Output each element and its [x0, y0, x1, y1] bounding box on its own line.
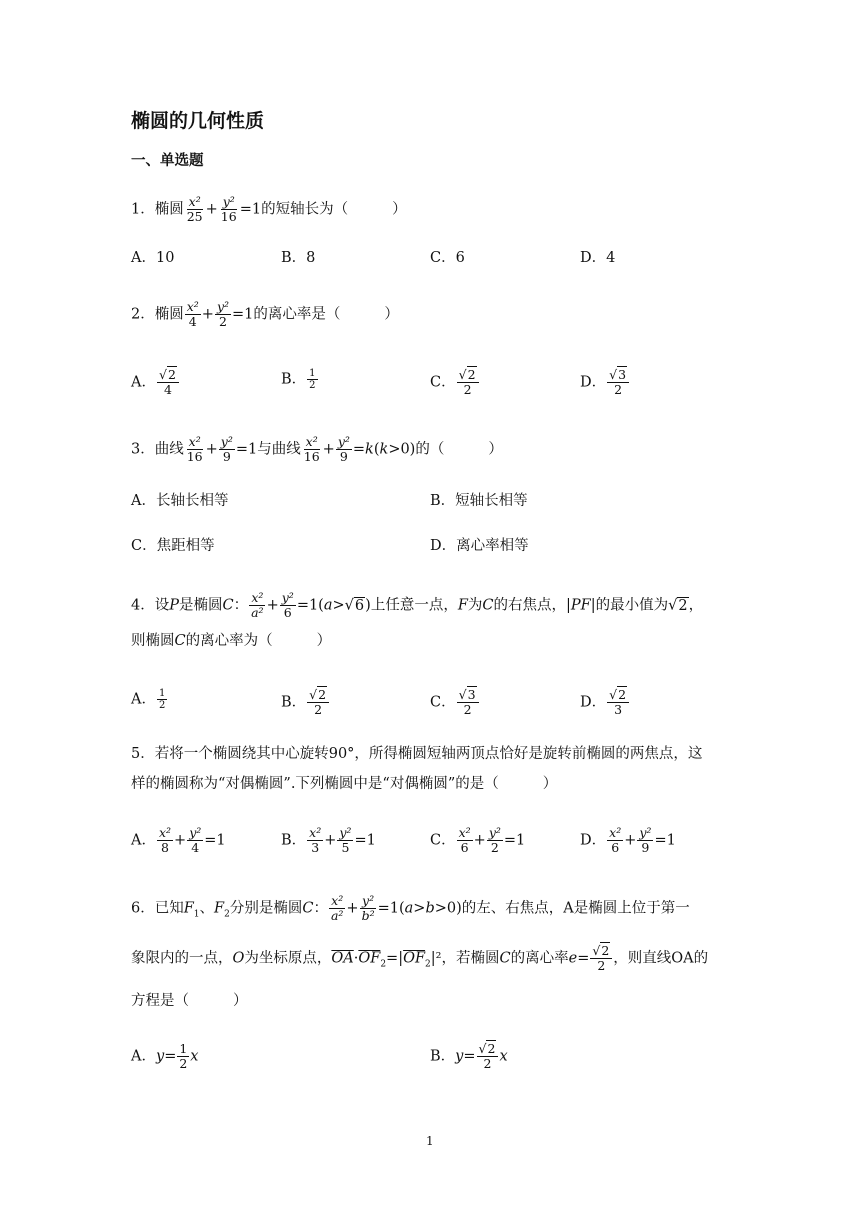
option-c: C．焦距相等: [131, 538, 215, 554]
question-6-line-3: [131, 991, 248, 1011]
question-5-line-2: [131, 774, 557, 794]
option-label: A．: [131, 691, 156, 708]
question-text: 与曲线: [257, 441, 301, 458]
question-text: 的左、右焦点，: [461, 900, 564, 917]
option-label: B．: [281, 371, 307, 388]
option-label: A．: [131, 832, 156, 849]
option-b: B．短轴长相等: [430, 493, 528, 509]
question-number: 5．: [131, 746, 155, 762]
option-label: D．: [580, 832, 607, 849]
option-label: C．: [430, 832, 456, 849]
option-label: B．: [281, 694, 307, 711]
question-number: 3．: [131, 441, 155, 458]
question-1: 1．椭圆 $\frac{\text{x²}}{25}$ + $\frac{\text{y²}}{16}$ =1的短轴长为（ ）: [131, 194, 407, 224]
option-d: D．4: [580, 250, 616, 266]
option-d: D． $\frac{√3}{2}$: [580, 368, 630, 397]
question-2: 2．椭圆 $\frac{\text{x²}}{4}$ + $\frac{\text{y²}}{2}$ =1的离心率是（ ）: [131, 299, 399, 329]
question-text: 的离心率: [510, 950, 569, 967]
option-d: D．离心率相等: [430, 538, 529, 554]
question-text: 样的椭圆称为“对偶椭圆”.下列椭圆中是“对偶椭圆”的是（: [131, 776, 499, 792]
question-text: 的短轴长为（: [261, 201, 349, 218]
question-text: 为坐标原点，: [244, 950, 332, 967]
option-b: B． $\frac{√2}{2}$: [281, 688, 330, 717]
question-6: 6．已知$F_1$、$F_2$分别是椭圆C： $\frac{\text{x²}}{\text{a²}}$ + $\frac{\text{y²}}{\text{b²}}$ =1(a>b>0)的左、右焦点，A是椭圆上位于第一: [131, 893, 690, 923]
question-text: 的离心率为（: [185, 633, 273, 649]
question-text: 的右焦点，: [493, 597, 566, 614]
question-text: 分别是椭圆: [229, 900, 303, 917]
question-text: 设: [154, 597, 170, 614]
question-text: ）: [542, 776, 558, 792]
question-text: 方程是（: [131, 993, 189, 1009]
option-a: A． $\frac{\text{x²}}{8}$ + $\frac{\text{y²}}{4}$ =1: [131, 825, 226, 855]
option-label: C．: [430, 374, 456, 391]
question-5: [131, 744, 702, 764]
question-number: 1．: [131, 201, 155, 218]
question-text: 椭圆: [154, 306, 184, 323]
option-c: C．6: [430, 250, 465, 266]
question-text: ）: [392, 201, 407, 218]
option-label: A．: [131, 374, 156, 391]
question-6-line-2: 象限内的一点，O为坐标原点，$\overline{OA}\cdot\overline{OF}_2=|\overline{OF}_2|^2$，若椭圆C的离心率e= $\frac{√2}{2}$ ，则直线OA的: [131, 943, 709, 973]
option-b: B． $\frac{\text{x²}}{3}$ + $\frac{\text{y²}}{5}$ =1: [281, 825, 376, 855]
option-b: B． $\frac{1}{2}$: [281, 368, 316, 391]
option-d: D． $\frac{\text{x²}}{6}$ + $\frac{\text{y²}}{9}$ =1: [580, 825, 676, 855]
question-number: 4．: [131, 597, 155, 614]
question-text: 是椭圆: [179, 597, 223, 614]
question-text: A是椭圆上位于第一: [563, 900, 690, 917]
question-text: ，则直线OA的: [613, 950, 709, 967]
question-text: 椭圆: [154, 201, 184, 218]
question-text: 曲线: [154, 441, 184, 458]
option-c: C． $\frac{√2}{2}$: [430, 368, 480, 397]
option-label: D．: [580, 694, 607, 711]
option-label: A．: [131, 1048, 156, 1065]
question-text: ，若椭圆: [441, 950, 500, 967]
section-heading: 一、单选题: [131, 153, 204, 169]
page-title: 椭圆的几何性质: [131, 110, 265, 132]
option-d: D． $\frac{√2}{3}$: [580, 688, 630, 717]
option-c: C． $\frac{\text{x²}}{6}$ + $\frac{\text{y²}}{2}$ =1: [430, 825, 526, 855]
question-text: 上任意一点，: [370, 597, 458, 614]
question-3: 3．曲线 $\frac{\text{x²}}{16}$ + $\frac{\text{y²}}{9}$ =1与曲线 $\frac{\text{x²}}{16}$ + $\frac{\text{y²}}{9}$ =k(k>0)的（ ）: [131, 434, 503, 464]
option-a: A．长轴长相等: [131, 493, 229, 509]
question-text: 、: [199, 900, 215, 917]
question-text: 的（: [415, 441, 445, 458]
question-text: 若将一个椭圆绕其中心旋转90°，所得椭圆短轴两顶点恰好是旋转前椭圆的两焦点，这: [154, 746, 703, 762]
option-label: B．: [430, 1048, 456, 1065]
option-label: D．: [580, 374, 607, 391]
option-b: B．y= $\frac{√2}{2}$ x: [430, 1041, 508, 1071]
question-4: 4．设P是椭圆C： $\frac{\text{x²}}{\text{a²}}$ + $\frac{\text{y²}}{6}$ =1(a>√6)上任意一点，F为C的右焦点，|PF|的最小值为√2，: [131, 590, 704, 620]
option-label: C．: [430, 694, 456, 711]
question-text: 象限内的一点，: [131, 950, 233, 967]
question-4-line-2: 则椭圆C的离心率为（ ）: [131, 633, 332, 649]
option-a: A．y= $\frac{1}{2}$ x: [131, 1041, 199, 1071]
option-c: C． $\frac{√3}{2}$: [430, 688, 480, 717]
question-text: 的离心率是（: [253, 306, 341, 323]
option-a: A．10: [131, 250, 175, 266]
question-text: 则椭圆: [131, 633, 175, 649]
question-text: ）: [316, 633, 332, 649]
page-number: 1: [426, 1134, 434, 1148]
question-text: ）: [233, 993, 248, 1009]
option-a: A． $\frac{1}{2}$: [131, 688, 166, 711]
option-a: A． $\frac{√2}{4}$: [131, 368, 180, 397]
question-text: 为: [467, 597, 483, 614]
question-number: 6．: [131, 900, 155, 917]
question-text: 已知: [154, 900, 184, 917]
question-number: 2．: [131, 306, 155, 323]
option-b: B．8: [281, 250, 316, 266]
option-label: B．: [281, 832, 307, 849]
question-text: ）: [488, 441, 503, 458]
question-text: 的最小值为: [595, 597, 669, 614]
question-text: ）: [384, 306, 399, 323]
